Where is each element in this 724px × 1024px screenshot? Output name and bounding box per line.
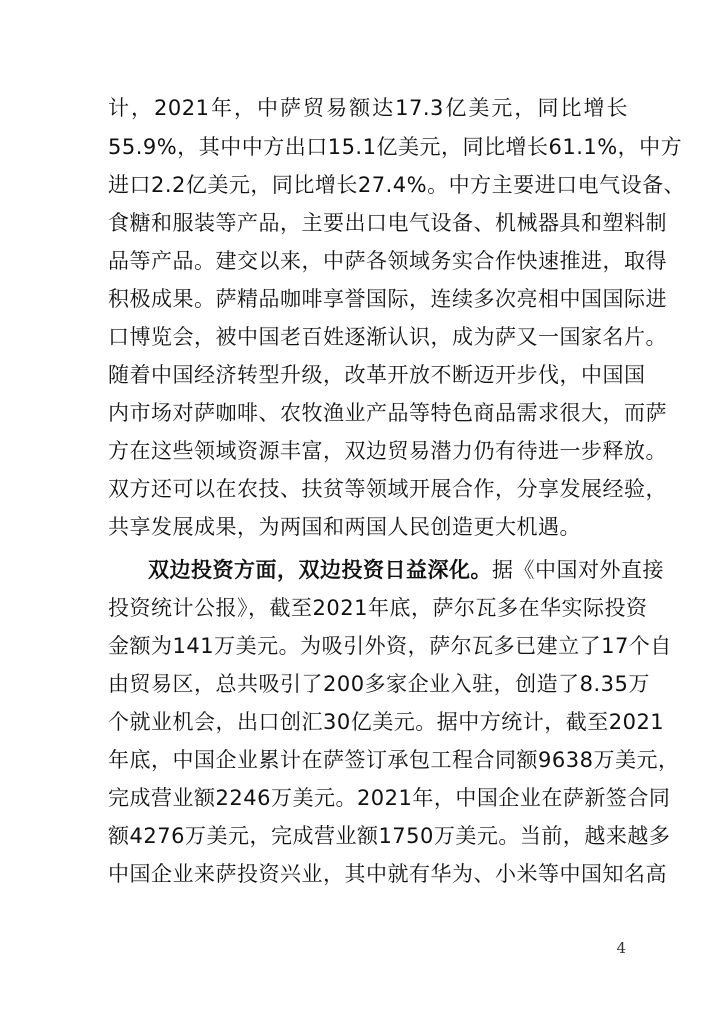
text-line: 共享发展成果，为两国和两国人民创造更大机遇。 [108, 515, 581, 539]
page-number: 4 [616, 939, 626, 957]
text-line: 中国企业来萨投资兴业，其中就有华为、小米等中国知名高 [108, 862, 667, 886]
text-line: 55.9%，其中中方出口15.1亿美元，同比增长61.1%，中方 [108, 135, 683, 159]
text-line: 随着中国经济转型升级，改革开放不断迈开步伐，中国国 [108, 363, 646, 387]
text-line: 由贸易区，总共吸引了200多家企业入驻，创造了8.35万 [108, 672, 650, 696]
text-line: 方在这些领域资源丰富，双边贸易潜力仍有待进一步释放。 [108, 439, 667, 463]
text-line: 品等产品。建交以来，中萨各领域务实合作快速推进，取得 [108, 249, 667, 273]
text-line: 年底，中国企业累计在萨签订承包工程合同额9638万美元， [108, 748, 680, 772]
text-line: 进口2.2亿美元，同比增长27.4%。中方主要进口电气设备、 [108, 173, 686, 197]
text-line: 内市场对萨咖啡、农牧渔业产品等特色商品需求很大，而萨 [108, 401, 667, 425]
text-line: 食糖和服装等产品，主要出口电气设备、机械器具和塑料制 [108, 211, 667, 235]
paragraph-first-line [148, 556, 664, 584]
text-line: 计，2021年，中萨贸易额达17.3亿美元，同比增长 [108, 96, 628, 120]
paragraph-first-line-text: 据《中国对外直接 [492, 558, 664, 582]
text-line: 双方还可以在农技、扶贫等领域开展合作，分享发展经验， [108, 477, 667, 501]
text-line: 口博览会，被中国老百姓逐渐认识，成为萨又一国家名片。 [108, 325, 667, 349]
text-line: 积极成果。萨精品咖啡享誉国际，连续多次亮相中国国际进 [108, 287, 667, 311]
text-line: 个就业机会，出口创汇30亿美元。据中方统计，截至2021 [108, 710, 665, 734]
text-line: 额4276万美元，完成营业额1750万美元。当前，越来越多 [108, 824, 671, 848]
text-line: 投资统计公报》，截至2021年底，萨尔瓦多在华实际投资 [108, 596, 648, 620]
text-line: 金额为141万美元。为吸引外资，萨尔瓦多已建立了17个自 [108, 634, 672, 658]
paragraph-heading: 双边投资方面，双边投资日益深化。 [148, 558, 492, 582]
text-line: 完成营业额2246万美元。2021年，中国企业在萨新签合同 [108, 786, 671, 810]
